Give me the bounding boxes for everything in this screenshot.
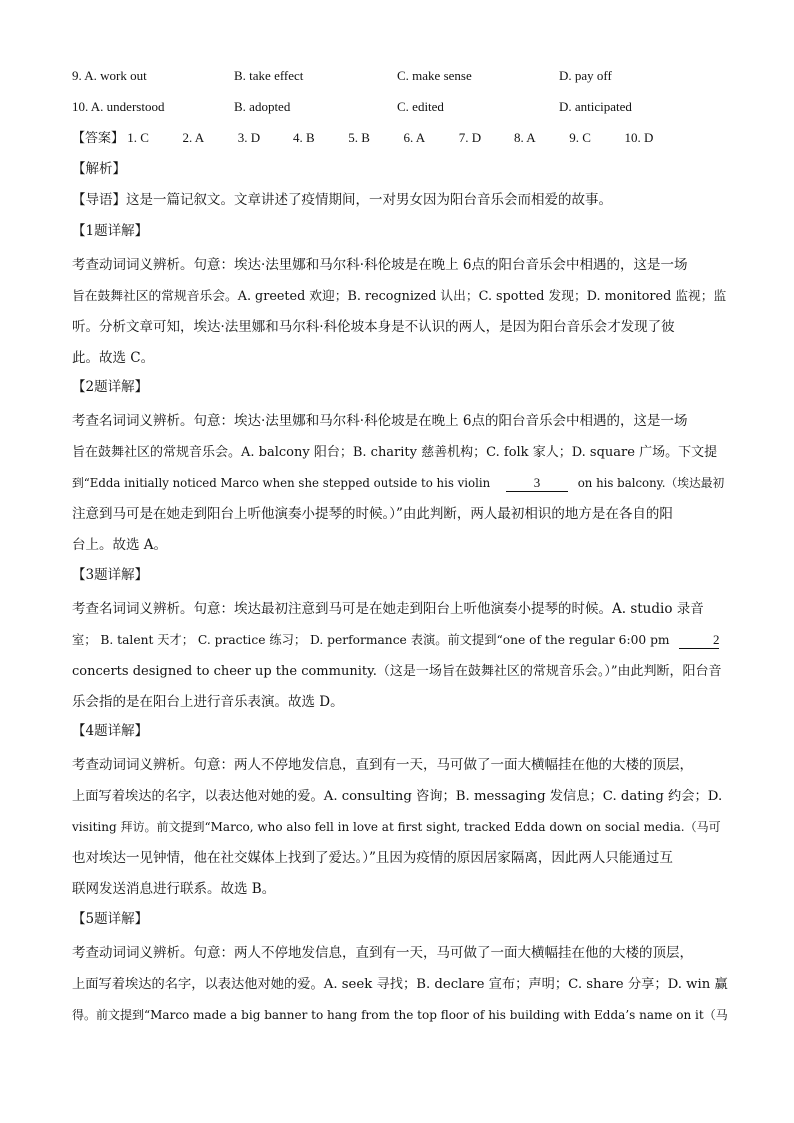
text-line: 联网发送消息进行联系。故选 B。: [72, 881, 276, 897]
text-line: 此。故选 C。: [72, 350, 155, 366]
text-line: 考查动词词义辨析。句意：两人不停地发信息，直到有一天，马可做了一面大横幅挂在他的大楼的顶层，: [72, 757, 693, 773]
option-10c: C. edited: [397, 99, 444, 114]
q2-heading: 【2题详解】: [72, 379, 149, 395]
text-line: 考查动词词义辨析。句意：两人不停地发信息，直到有一天，马可做了一面大横幅挂在他的大楼的顶层，: [72, 945, 693, 961]
option-10a: 10. A. understood: [72, 99, 165, 114]
text-line: 注意到马可是在她走到阳台上听他演奏小提琴的时候。）”由此判断，两人最初相识的地方是在各自的阳: [72, 506, 673, 522]
blank-2: 2: [679, 632, 719, 649]
text-line: 得。前文提到“Marco made a big banner to hang from the top floor of his building with Edda’s name on it（马: [72, 1008, 728, 1022]
answer-label: 【答案】: [72, 131, 125, 146]
option-10d: D. anticipated: [559, 99, 632, 114]
q4-heading: 【4题详解】: [72, 723, 149, 739]
text-line: concerts designed to cheer up the community.（这是一场旨在鼓舞社区的常规音乐会。）”由此判断，阳台音: [72, 664, 722, 679]
option-10b: B. adopted: [234, 99, 291, 114]
text-line: 台上。故选 A。: [72, 537, 168, 553]
text-line-with-blank: [72, 468, 724, 499]
answer-item: 6. A: [403, 130, 426, 145]
text-line: 上面写着埃达的名字，以表达他对她的爱。A. seek 寻找；B. declare 宣布；声明；C. share 分享；D. win 赢: [72, 977, 728, 992]
option-9b: B. take effect: [234, 68, 304, 83]
option-9d: D. pay off: [559, 68, 612, 83]
text-line: 考查动词词义辨析。句意：埃达·法里娜和马尔科·科伦坡是在晚上 6点的阳台音乐会中相遇的，这是一场: [72, 257, 688, 273]
q5-explanation: [72, 938, 728, 1031]
answer-item: 4. B: [293, 130, 315, 145]
answer-item: 7. D: [458, 130, 482, 145]
text-line: 也对埃达一见钟情，他在社交媒体上找到了爱达。）”且因为疫情的原因居家隔离，因此两人只能通过互: [72, 850, 673, 866]
text-line: 上面写着埃达的名字，以表达他对她的爱。A. consulting 咨询；B. messaging 发信息；C. dating 约会；D.: [72, 789, 723, 804]
text-line-with-blank: [72, 625, 724, 656]
text-line: 听。分析文章可知，埃达·法里娜和马尔科·科伦坡本身是不认识的两人，是因为阳台音乐会才发现了彼: [72, 319, 675, 335]
text-line: 旨在鼓舞社区的常规音乐会。A. greeted 欢迎；B. recognized 认出；C. spotted 发现；D. monitored 监视；监: [72, 289, 727, 304]
answer-item: 2. A: [182, 130, 205, 145]
intro-text: 【导语】这是一篇记叙文。文章讲述了疫情期间，一对男女因为阳台音乐会而相爱的故事。: [72, 192, 612, 208]
blank-3: 3: [506, 475, 568, 492]
text-fragment: on his balcony.（埃达最初: [577, 476, 725, 490]
answer-item: 1. C: [127, 130, 149, 145]
q4-explanation: [72, 750, 724, 905]
q3-heading: 【3题详解】: [72, 567, 149, 583]
text-line: 旨在鼓舞社区的常规音乐会。A. balcony 阳台；B. charity 慈善机构；C. folk 家人；D. square 广场。下文提: [72, 445, 718, 460]
text-line: 乐会指的是在阳台上进行音乐表演。故选 D。: [72, 694, 344, 710]
text-line: 考查名词词义辨析。句意：埃达最初注意到马可是在她走到阳台上听他演奏小提琴的时候。A. studio 录音: [72, 601, 704, 617]
text-line: 考查名词词义辨析。句意：埃达·法里娜和马尔科·科伦坡是在晚上 6点的阳台音乐会中相遇的，这是一场: [72, 413, 688, 429]
q1-explanation: [72, 250, 727, 374]
option-9c: C. make sense: [397, 68, 472, 83]
q5-heading: 【5题详解】: [72, 911, 149, 927]
text-fragment: 室； B. talent 天才； C. practice 练习； D. performance 表演。前文提到“one of the regular 6:00 pm: [72, 633, 670, 647]
answer-item: 10. D: [624, 130, 654, 145]
answer-key: [72, 128, 653, 149]
q2-explanation: [72, 406, 724, 561]
answer-item: 9. C: [569, 130, 591, 145]
option-9a: 9. A. work out: [72, 68, 147, 83]
answer-item: 8. A: [514, 130, 536, 145]
analysis-heading: 【解析】: [72, 161, 126, 177]
answer-item: 3. D: [237, 130, 261, 145]
text-line: visiting 拜访。前文提到“Marco, who also fell in love at first sight, tracked Edda down on social media.（马可: [72, 820, 721, 834]
q3-explanation: [72, 594, 724, 718]
answer-item: 5. B: [348, 130, 370, 145]
q1-heading: 【1题详解】: [72, 223, 149, 239]
text-fragment: 到“Edda initially noticed Marco when she stepped outside to his violin: [72, 476, 491, 490]
